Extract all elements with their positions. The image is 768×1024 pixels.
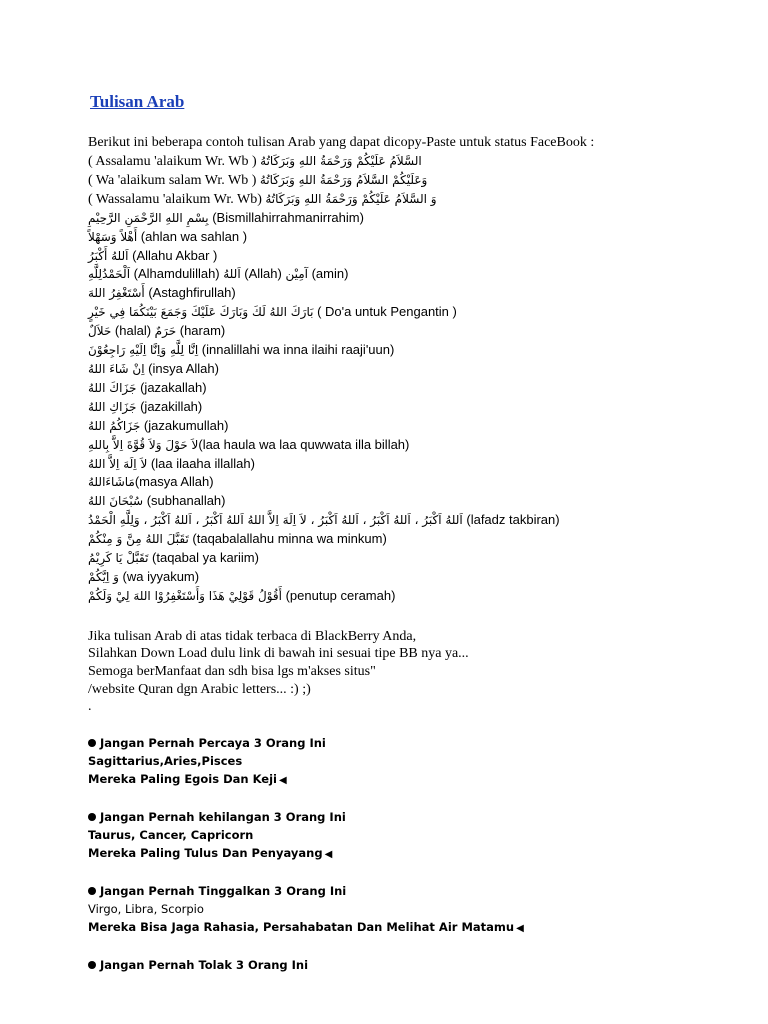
arabic-text: اِنْ شَاءَ اللهُ <box>88 361 145 376</box>
phrase-row <box>88 455 708 474</box>
arabic-text: لاَ اِلَهَ اِلاَّ اللهُ <box>88 456 148 471</box>
transliteration-text: (penutup ceramah) <box>281 587 396 603</box>
arabic-text: تَقَبَّلَ اللهُ مِنَّ وَ مِنْكُمْ <box>88 532 189 547</box>
phrase-row <box>88 190 708 209</box>
trait-text: Mereka Bisa Jaga Rahasia, Persahabatan Dan Melihat Air Matamu <box>88 919 515 934</box>
bullet-icon <box>88 961 96 969</box>
arabic-text: وَ السَّلاَمُ عَلَيْكُمْ وَرَحْمَةُ اللهِ وَبَرَكَاتُهُ <box>265 191 437 206</box>
transliteration-text: (jazakillah) <box>136 398 203 414</box>
arabic-text: بِسْمِ اللهِ الرَّحْمَنِ الرَّحِيْمِ <box>88 210 209 225</box>
page-title-link[interactable]: Tulisan Arab <box>90 92 185 111</box>
zodiac-block <box>88 734 708 790</box>
phrase-row <box>88 341 708 360</box>
triangle-left-icon: ◀ <box>516 922 524 934</box>
phrase-row <box>88 587 708 606</box>
transliteration-text: (wa iyyakum) <box>118 568 200 584</box>
transliteration-text: (subhanallah) <box>143 493 226 509</box>
footer-line: . <box>88 699 92 715</box>
zodiac-block <box>88 808 708 864</box>
block-heading <box>88 734 708 752</box>
arabic-text: وَ اِيَّكُمْ <box>88 569 119 584</box>
transliteration-text: (halal) <box>111 323 155 339</box>
phrase-row <box>88 209 708 228</box>
transliteration-text: (jazakallah) <box>136 379 207 395</box>
bullet-icon <box>88 813 96 821</box>
arabic-text: اَللهُ أَكْبَرُ <box>88 248 129 263</box>
arabic-text: بَارَكَ اللهُ لَكَ وَبَارَكَ عَلَيْكَ وَجَمَعَ بَيْنَكُمَا فِي خَيْرٍ <box>88 305 314 320</box>
zodiac-trait <box>88 918 708 938</box>
phrase-row <box>88 322 708 341</box>
transliteration-text: (masya Allah) <box>134 474 214 490</box>
phrase-row <box>88 379 708 398</box>
phrase-row <box>88 152 708 171</box>
transliteration-text: ( Do'a untuk Pengantin ) <box>313 304 457 320</box>
footer-notes <box>88 628 708 716</box>
arabic-text: لاَ حَوْلَ وَلاَ قُوَّةَ اِلاَّ بِاللهِ <box>88 437 199 452</box>
arabic-text: أَقُوْلُ قَوْلِيْ هَذَا وَأَسْتَغْفِرُوْا اللهَ لِيْ وَلَكُمْ <box>88 588 282 603</box>
triangle-left-icon: ◀ <box>324 848 333 860</box>
zodiac-block <box>88 882 708 938</box>
arabic-text: حَلاَلٌ <box>88 324 112 339</box>
phrase-row <box>88 398 708 417</box>
transliteration-text: (taqabal ya kariim) <box>148 550 259 566</box>
zodiac-signs: Sagittarius,Aries,Pisces <box>88 753 243 768</box>
arabic-text: جَزَاكُمُ اللهُ <box>88 418 141 433</box>
footer-line: Jika tulisan Arab di atas tidak terbaca di BlackBerry Anda, <box>88 628 417 644</box>
trait-text: Mereka Paling Egois Dan Keji <box>88 771 277 786</box>
phrase-row <box>88 473 708 492</box>
arabic-text: اَللهُ <box>223 267 241 282</box>
transliteration-text: (laa ilaaha illallah) <box>147 455 255 471</box>
zodiac-trait <box>88 770 708 790</box>
block-heading <box>88 808 708 826</box>
arabic-phrase-list <box>88 152 708 606</box>
block-heading <box>88 882 708 900</box>
arabic-text: آمِيْن <box>285 267 308 282</box>
transliteration-text: (Allahu Akbar ) <box>128 247 218 263</box>
transliteration-text: (Allah) <box>240 266 286 282</box>
block-heading <box>88 956 708 974</box>
arabic-text: اَللهُ اَكْبَرُ ، اَللهُ اَكْبَرُ ، اَللهُ اَكْبَرُ ، لاَ اِلَهَ اِلاَّ اللهُ اَللهُ اَكْبَرُ ، اَللهُ اَكْبَرُ ، وَلِلَّهِ الْحَمْدُ <box>88 513 463 528</box>
block-heading-text: Jangan Pernah Tinggalkan 3 Orang Ini <box>100 883 347 898</box>
zodiac-signs: Virgo, Libra, Scorpio <box>88 901 204 916</box>
phrase-row <box>88 417 708 436</box>
arabic-text: تَقَبَّلْ يَا كَرِيْمُ <box>88 551 149 566</box>
phrase-row <box>88 303 708 322</box>
zodiac-block <box>88 956 708 974</box>
transliteration-text: (laa haula wa laa quwwata illa billah) <box>198 436 410 452</box>
block-heading-text: Jangan Pernah Tolak 3 Orang Ini <box>100 957 309 972</box>
zodiac-blocks <box>88 734 708 974</box>
arabic-text: السَّلاَمُ عَلَيْكُمْ وَرَحْمَةُ اللهِ وَبَرَكَاتُهُ <box>260 154 422 168</box>
transliteration-text: (ahlan wa sahlan ) <box>137 228 248 244</box>
intro-text: Berikut ini beberapa contoh tulisan Arab yang dapat dicopy-Paste untuk status FaceBook : <box>88 135 595 150</box>
arabic-text: مَاشَاءَاللهُ <box>88 475 135 490</box>
transliteration-text: (jazakumullah) <box>140 417 229 433</box>
arabic-text: أَهْلاً وَسَهْلاً <box>88 229 138 244</box>
block-heading-text: Jangan Pernah Percaya 3 Orang Ini <box>100 735 326 750</box>
latin-text: ( Wassalamu 'alaikum Wr. Wb) <box>88 191 266 207</box>
transliteration-text: (lafadz takbiran) <box>462 512 560 528</box>
zodiac-trait <box>88 844 708 864</box>
phrase-row <box>88 171 708 190</box>
phrase-row <box>88 247 708 266</box>
triangle-left-icon: ◀ <box>278 774 287 786</box>
bullet-icon <box>88 739 96 747</box>
transliteration-text: (innalillahi wa inna ilaihi raaji'uun) <box>198 342 395 358</box>
latin-text: ( Wa 'alaikum salam Wr. Wb ) <box>88 172 260 188</box>
transliteration-text: (amin) <box>307 266 349 282</box>
transliteration-text: (haram) <box>176 323 226 339</box>
phrase-row <box>88 511 708 530</box>
phrase-row <box>88 492 708 511</box>
transliteration-text: (Bismillahirrahmanirrahim) <box>208 209 364 225</box>
bullet-icon <box>88 887 96 895</box>
phrase-row <box>88 228 708 247</box>
footer-line: Semoga berManfaat dan sdh bisa lgs m'akses situs" <box>88 663 376 679</box>
transliteration-text: (Alhamdulillah) <box>130 266 224 282</box>
phrase-row <box>88 549 708 568</box>
transliteration-text: (Astaghfirullah) <box>144 285 236 301</box>
phrase-row <box>88 568 708 587</box>
phrase-row <box>88 530 708 549</box>
arabic-text: اِنَّا لِلَّهِ وَاِنَّا اِلَيْهِ رَاجِعُوْنَ <box>88 343 199 358</box>
arabic-text: أَسْتَغْفِرُ اللهَ <box>88 286 145 301</box>
trait-text: Mereka Paling Tulus Dan Penyayang <box>88 845 323 860</box>
arabic-text: جَزَاكَ اللهُ <box>88 380 137 395</box>
arabic-text: حَرَمٌ <box>154 324 177 339</box>
zodiac-signs: Taurus, Cancer, Capricorn <box>88 827 254 842</box>
phrase-row <box>88 436 708 455</box>
phrase-row <box>88 360 708 379</box>
arabic-text: جَزَاكِ اللهُ <box>88 399 137 414</box>
transliteration-text: (insya Allah) <box>144 360 219 376</box>
block-heading-text: Jangan Pernah kehilangan 3 Orang Ini <box>100 809 346 824</box>
phrase-row <box>88 265 708 284</box>
footer-line: /website Quran dgn Arabic letters... :) ;) <box>88 681 311 697</box>
footer-line: Silahkan Down Load dulu link di bawah ini sesuai tipe BB nya ya... <box>88 646 469 662</box>
arabic-text: اَلْحَمْدُلِلَّهِ <box>88 267 131 282</box>
transliteration-text: (taqabalallahu minna wa minkum) <box>188 531 387 547</box>
arabic-text: سُبْحَانَ اللهُ <box>88 494 144 509</box>
document-page <box>88 92 708 974</box>
latin-text: ( Assalamu 'alaikum Wr. Wb ) <box>88 154 261 169</box>
phrase-row <box>88 284 708 303</box>
arabic-text: وَعَلَيْكُمْ السَّلاَمُ وَرَحْمَةُ اللهِ وَبَرَكَاتُهُ <box>259 172 428 187</box>
